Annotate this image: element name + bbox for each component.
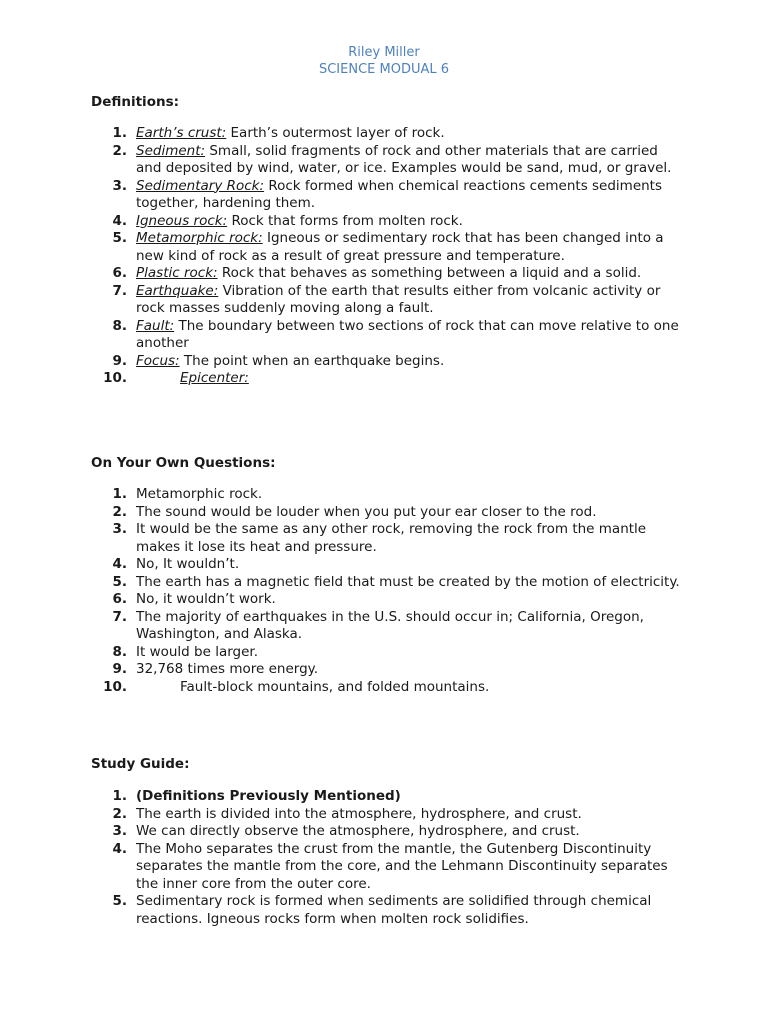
document-header [0, 44, 768, 78]
definitions-list [91, 125, 681, 388]
author-name: Riley Miller [348, 45, 420, 60]
definition-item: 10. Epicenter: [103, 370, 249, 386]
study-item: 1. (Definitions Previously Mentioned) [112, 788, 401, 804]
definition-item: 6. Plastic rock: Rock that behaves as something between a liquid and a solid. [112, 265, 642, 281]
definition-item: 2. Sediment: Small, solid fragments of rock and other materials that are carried and deposited by wind, water, or ice. Examples would be sand, mud, or gravel. [112, 142, 672, 176]
study-item: 4. The Moho separates the crust from the mantle, the Gutenberg Discontinuity separates the mantle from the core, and the Lehmann Discontinuity separates the inner core from the outer core. [112, 840, 668, 892]
question-item: 5. The earth has a magnetic field that must be created by the motion of electricity. [112, 573, 680, 590]
questions-list [91, 486, 681, 696]
question-item: 3. It would be the same as any other rock, removing the rock from the mantle makes it lose its heat and pressure. [112, 521, 647, 555]
definition-item: 1. Earth’s crust: Earth’s outermost layer of rock. [112, 125, 445, 141]
question-item: 8. It would be larger. [112, 643, 259, 660]
study-item: 3. We can directly observe the atmosphere, hydrosphere, and crust. [112, 823, 580, 839]
definition-item: 8. Fault: The boundary between two sections of rock that can move relative to one another [112, 317, 679, 351]
definition-item: 9. Focus: The point when an earthquake begins. [112, 352, 445, 369]
question-item: 2. The sound would be louder when you put your ear closer to the rod. [112, 503, 597, 520]
definition-item: 4. Igneous rock: Rock that forms from molten rock. [112, 212, 463, 229]
definition-item: 5. Metamorphic rock: Igneous or sedimentary rock that has been changed into a new kind of rock as a result of great pressure and temperature. [112, 230, 664, 264]
study-item: 5. Sedimentary rock is formed when sediments are solidified through chemical reactions. Igneous rocks form when molten rock solidifies. [112, 893, 652, 927]
study-guide-list [91, 788, 681, 928]
study-guide-heading: Study Guide: [91, 756, 190, 772]
question-item: 4. No, It wouldn’t. [112, 556, 240, 572]
question-item: 10. Fault-block mountains, and folded mountains. [103, 678, 490, 695]
definition-item: 7. Earthquake: Vibration of the earth that results either from volcanic activity or rock masses suddenly moving along a fault. [112, 282, 661, 316]
question-item: 7. The majority of earthquakes in the U.S. should occur in; California, Oregon, Washington, and Alaska. [112, 608, 644, 642]
question-item: 9. 32,768 times more energy. [112, 661, 319, 677]
questions-heading: On Your Own Questions: [91, 455, 276, 471]
question-item: 6. No, it wouldn’t work. [112, 591, 276, 607]
study-item: 2. The earth is divided into the atmosphere, hydrosphere, and crust. [112, 805, 582, 822]
definitions-heading: Definitions: [91, 94, 180, 110]
document-title: SCIENCE MODUAL 6 [318, 62, 450, 77]
definition-item: 3. Sedimentary Rock: Rock formed when chemical reactions cements sediments together, hardening them. [112, 177, 663, 211]
question-item: 1. Metamorphic rock. [112, 486, 263, 502]
